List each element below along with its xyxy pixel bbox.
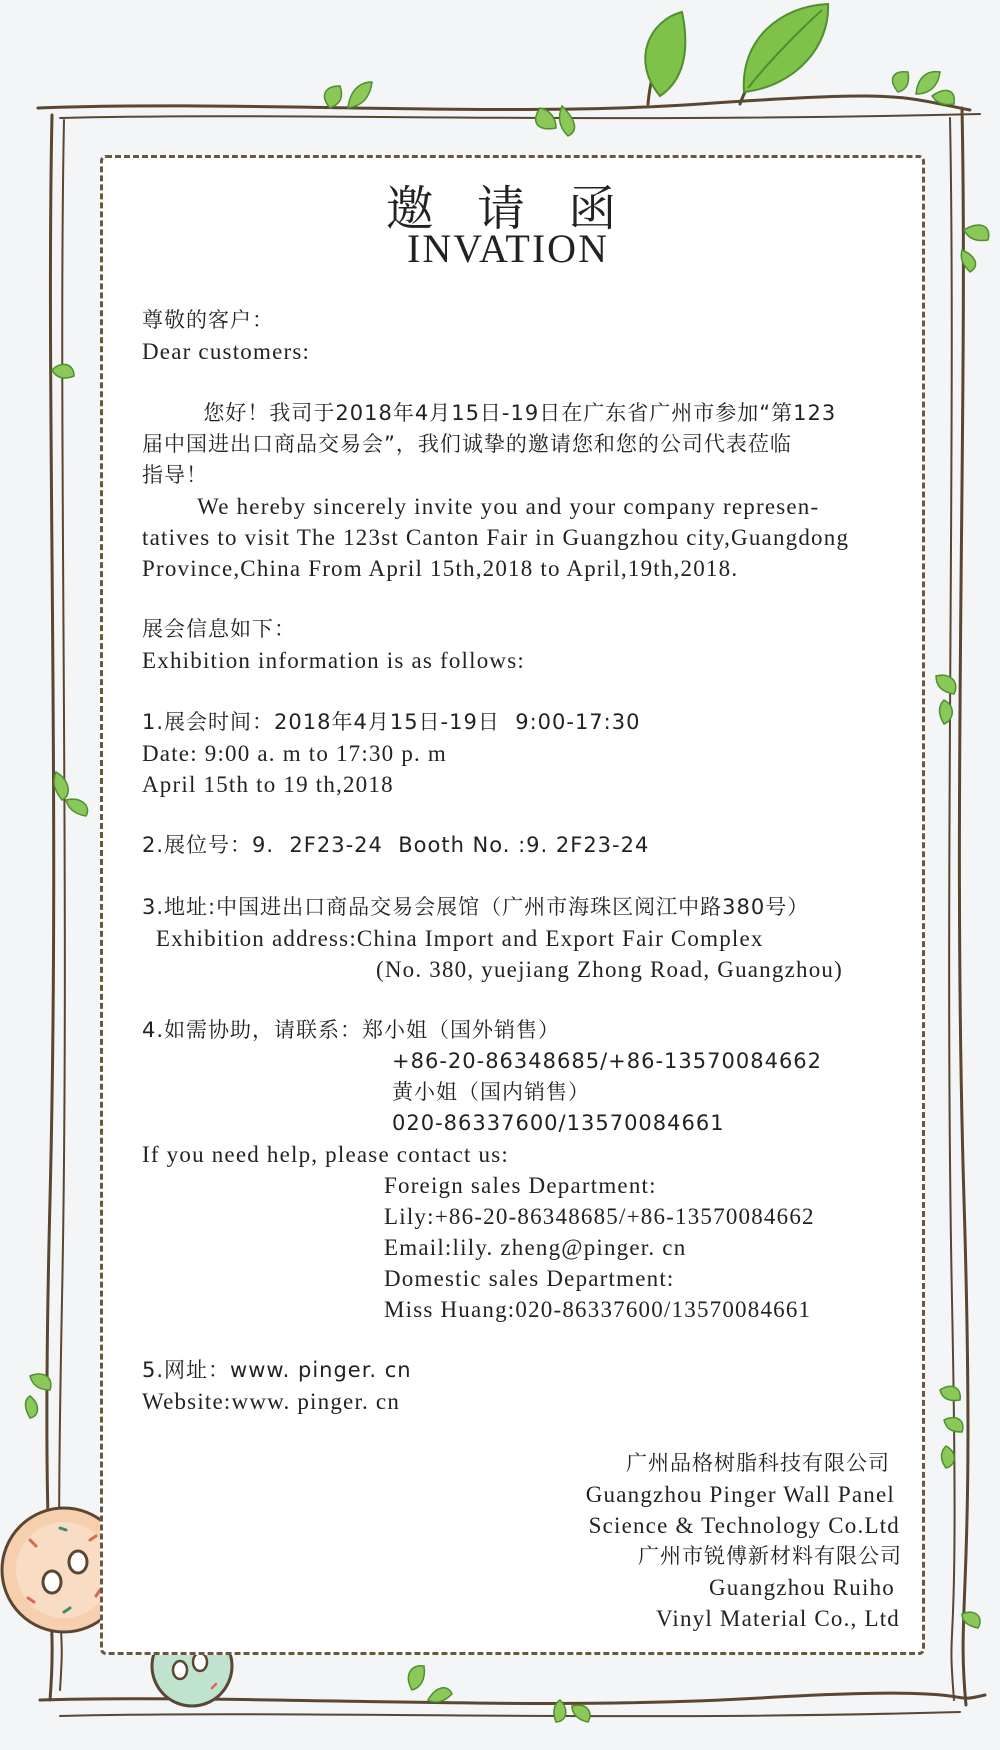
- intro-cn-line-1: 您好！我司于2018年4月15日-19日在广东省广州市参加“第123: [142, 401, 837, 425]
- contact-cn-line-2: +86-20-86348685/+86-13570084662: [392, 1049, 823, 1073]
- company-2-en-line-1: Guangzhou Ruiho: [708, 1575, 895, 1600]
- greeting-chinese: 尊敬的客户：: [142, 308, 274, 332]
- exhibition-info-en: Exhibition information is as follows:: [142, 648, 525, 673]
- company-2-en-line-2: Vinyl Material Co., Ltd: [655, 1606, 900, 1631]
- date-en-line-2: April 15th to 19 th,2018: [142, 772, 394, 797]
- intro-en-line-1: We hereby sincerely invite you and your company represen-: [142, 494, 820, 519]
- exhibition-info-cn: 展会信息如下：: [142, 617, 296, 641]
- company-1-en-line-1: Guangzhou Pinger Wall Panel: [585, 1482, 895, 1507]
- date-cn: 1.展会时间：2018年4月15日-19日 9:00-17:30: [142, 710, 641, 734]
- contact-en-line-3: Email:lily. zheng@pinger. cn: [384, 1235, 687, 1260]
- contact-cn-line-3: 黄小姐（国内销售）: [392, 1080, 590, 1104]
- company-1-en-line-2: Science & Technology Co.Ltd: [588, 1513, 900, 1538]
- contact-en-line-2: Lily:+86-20-86348685/+86-13570084662: [384, 1204, 815, 1229]
- intro-cn-line-2: 届中国进出口商品交易会”，我们诚挚的邀请您和您的公司代表莅临: [142, 432, 792, 456]
- website-en: Website:www. pinger. cn: [142, 1389, 401, 1414]
- contact-en-line-4: Domestic sales Department:: [384, 1266, 675, 1291]
- contact-cn-line-1: 4.如需协助，请联系：郑小姐（国外销售）: [142, 1018, 561, 1042]
- date-en-line-1: Date: 9:00 a. m to 17:30 p. m: [142, 741, 448, 766]
- intro-cn-line-3: 指导！: [142, 463, 208, 487]
- contact-cn-line-4: 020-86337600/13570084661: [392, 1111, 725, 1135]
- title-chinese: 邀 请 函: [385, 181, 631, 237]
- contact-en-line-1: Foreign sales Department:: [384, 1173, 657, 1198]
- address-en-line-2: (No. 380, yuejiang Zhong Road, Guangzhou): [376, 957, 843, 982]
- contact-en-line-5: Miss Huang:020-86337600/13570084661: [384, 1297, 812, 1322]
- title-english: INVATION: [407, 226, 609, 271]
- contact-en-intro: If you need help, please contact us:: [142, 1142, 509, 1167]
- greeting-english: Dear customers:: [142, 339, 311, 364]
- address-en-line-1: Exhibition address:China Import and Export Fair Complex: [142, 926, 764, 951]
- intro-en-line-3: Province,China From April 15th,2018 to April,19th,2018.: [142, 556, 739, 581]
- company-1-cn: 广州品格树脂科技有限公司: [626, 1451, 890, 1475]
- leaf-icon: [645, 4, 828, 96]
- booth-number: 2.展位号：9. 2F23-24 Booth No. :9. 2F23-24: [142, 833, 650, 857]
- intro-en-line-2: tatives to visit The 123st Canton Fair in Guangzhou city,Guangdong: [142, 525, 850, 550]
- address-cn: 3.地址:中国进出口商品交易会展馆（广州市海珠区阅江中路380号）: [142, 895, 810, 919]
- company-2-cn: 广州市锐傅新材料有限公司: [638, 1544, 902, 1568]
- website-cn: 5.网址：www. pinger. cn: [142, 1358, 412, 1382]
